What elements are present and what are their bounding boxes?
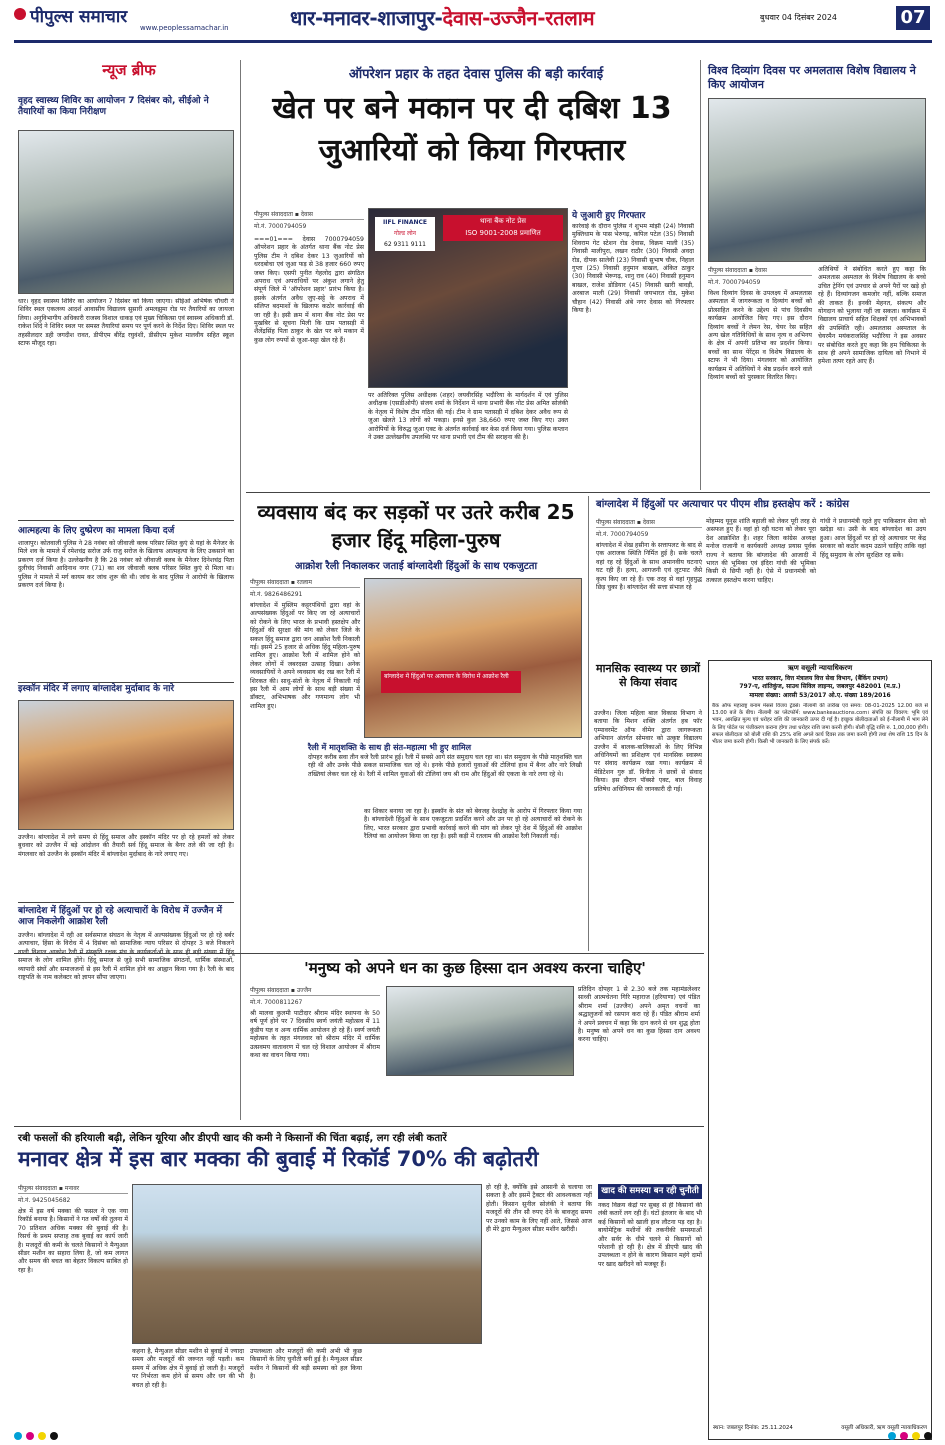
masthead [0,0,945,44]
brief-1-body: धार। वृहद स्वास्थ्य शिविर का आयोजन 7 दिसंबर को किया जाएगा। सीईओ अभिषेक चौधरी ने शिविर स्थल एकलव्य आदर्श आवासीय विद्यालय सुसारी अमलझुमा रोड पर तैयारियों का जायजा लिया। अनुविभागीय अधिकारी राजस्व विशाल धाकड़ एवं मुख्य चिकित्सा एवं स्वास्थ्य अधिकारी डॉ. राकेश शिंदे ने शिविर स्थल पर समस्त तैयारियां समय पर पूर्ण करने के निर्देश दिए। शिविर स्थल पर तहसीलदार डही जगदीश रावत, डीपीएम बीरेंद्र रघुवंशी, डीसीएम मुकेश मालवीय सहित स्कूल स्टाफ मौजूद रहा। [18,298,234,348]
brief-3-body: उज्जैन। बांग्लादेश में लगे समय से हिंदू समाज और इस्कॉन मंदिर पर हो रहे हमलों को लेकर बुधवार को उज्जैन में बड़े आंदोलन की तैयारी सर्व हिंदू समाज के बैनर तले की जा रही है। मंगलवार को उज्जैन के इस्कॉन मंदिर में बांग्लादेश मुर्दाबाद के नारे लगाए गए। [18,834,234,858]
main-headline: खेत पर बने मकान पर दी दबिश 13 जुआरियों को किया गिरफ्तार [272,91,672,168]
congress-body-2: मोहम्मद यूनुस शांति बहाली को लेकर पूरी तरह से असफल हुए हैं। वहां हो रही घटना को लेकर पूरा देश आक्रोशित है। शहर जिला कांग्रेस अध्यक्ष मनोज राजानी व कार्यकारी अध्यक्ष प्रयास पूर्वक राज्य ने बताया कि बांग्लादेश की आजादी में भारत की भूमिका एवं इंदिरा गांधी की भूमिका किसी से छिपी नहीं है। ऐसे में प्रधानमंत्री को तत्काल हस्तक्षेप करना चाहिए। [706,518,816,584]
edition-title: धार-मनावर-शाजापुर-देवास-उज्जैन-रतलाम [290,6,595,30]
divyang-body: विश्व दिव्यांग दिवस के उपलक्ष्य में अमलतास अस्पताल में जागरूकता व दिव्यांग बच्चों को प्रोत्साहित करने के उद्देश्य से पांच दिवसीय कार्यक्रम आयोजित किए गए। इस दौरान दिव्यांग बच्चों ने लेमन रेस, चेयर रेस सहित अन्य खेल गतिविधियों के साथ नृत्य व अभिनय के क्षेत्र में अपनी प्रतिभा का प्रदर्शन किया। बच्चों का साथ पेरेंट्स व विशेष विद्यालय के स्टाफ ने भी दिया। मंगलवार को आयोजित कार्यक्रम में अतिथियों ने श्रेष्ठ प्रदर्शन करने वाले दिव्यांग बच्चों को पुरस्कार वितरित किए। [708,290,812,382]
register-magenta [26,1432,34,1440]
main-body: ===01=== देवास 7000794059 ऑपरेशन प्रहार के अंतर्गत थाना बैंक नोट प्रेस पुलिस टीम ने दबिश देकर 13 जुआरियों को धरदबोचा एवं जुआ फड़ से 38 हजार 660 रुपए जब्त किए। एसपी पुनीत गेहलोद द्वारा संगठित अपराध एवं अपराधियों पर अंकुश लगाने हेतु संपूर्ण जिले में 'ऑपरेशन प्रहार' प्रारंभ किया है। इसके अंतर्गत अवैध जुए-सट्टे के अपराध में संलिप्त बदमाशों के खिलाफ कठोर कार्रवाई की जा रही है। इसी क्रम में थाना बैंक नोट प्रेस पर मुखबिर से सूचना मिली कि ग्राम पतासड़ी में शैलेंद्रसिंह पिता ठाकुर के खेत पर बने मकान में कुछ लोग रुपयों से जुआ-सट्टा खेल रहे हैं। [254,236,364,344]
notice-address: 797-ए, शांतिकुंज, साउथ सिविल लाइन्स, जबलपुर 482001 (म.प्र.) [739,683,901,690]
maize-headline: मनावर क्षेत्र में इस बार मक्का की बुवाई में रिकॉर्ड 70% की बढ़ोतरी [18,1147,539,1171]
register-black [50,1432,58,1440]
divyang-phone: मो.नं. 7000794059 [708,279,761,286]
donation-body-2: प्रतिदिन दोपहर 1 से 2.30 बजे तक महामंडलेश्वर साध्वी आत्मचेतना गिरि महाराज (हरियाणा) एवं पंडित श्रीराम शर्मा (उज्जैन) अपने अमृत वचनों का श्रद्धालुजनों को रसपान करा रहे हैं। पंडित श्रीराम शर्मा ने अपने प्रवचन में कहा कि दान करने से धन शुद्ध होता है। मनुष्य को अपने धन का कुछ हिस्सा दान अवश्य करना चाहिए। [578,986,700,1044]
issue-date: बुधवार 04 दिसंबर 2024 [760,13,838,22]
mental-body: उज्जैन। जिला महिला बाल विकास विभाग ने बताया कि मिशन शक्ति अंतर्गत हब फॉर एम्पावरमेंट ऑफ वीमेन द्वारा जागरूकता अभियान अंतर्गत सोमवार को उत्कृष्ट विद्यालय उज्जैन में बालक-बालिकाओं के लिए विभिन्न अधिनियमों का प्रशिक्षण एवं मानसिक स्वास्थ्य पर संवाद कार्यक्रम रखा गया। कार्यक्रम में मेडिटेशन गुरु डॉ. विनीता ने छात्रों से संवाद किया। इस दौरान पॉक्सो एक्ट, बाल विवाह प्रतिषेध अधिनियम की जानकारी दी गई। [594,710,702,793]
divyang-photo [708,98,926,262]
donation-body: श्री मालवा कुलमी पाटीदार श्रीराम मंदिर स्थापना के 50 वर्ष पूर्ण होने पर 7 दिवसीय स्वर्ण जयंती महोत्सव में 11 कुंडीय यज्ञ व अन्य धार्मिक आयोजन हो रहे हैं। स्वर्ण जयंती महोत्सव के तहत मंगलवार को श्रीराम मंदिर में धार्मिक उत्सवमय वातावरण में चल रहे विशाल आयोजन में श्रीराम कथा का वाचन किया गया। [250,1010,380,1060]
main-byline: पीपुल्स संवाददाता ▪ देवास [254,210,364,220]
maize-phone: मो.नं. 9425045682 [18,1197,71,1204]
congress-phone: मो.नं. 7000794059 [596,531,649,538]
divyang-story [704,60,930,490]
divyang-headline: विश्व दिव्यांग दिवस पर अमलतास विशेष विद्यालय ने किए आयोजन [708,64,916,91]
rally-story [246,496,586,951]
maize-body-2: कहना है, मैन्युअल सीडर मशीन से बुवाई में ज्यादा समय और मजदूरों की जरूरत नहीं पड़ती। कम समय में अधिक क्षेत्र में बुवाई हो जाती है। मजदूरों पर निर्भरता कम होने से समय और धन की भी बचत हो रही है। [132,1348,244,1389]
rally-byline: पीपुल्स संवाददाता ▪ रतलाम [250,578,360,588]
rally-phone: मो.नं. 9826486291 [250,591,303,598]
congress-headline: बांग्लादेश में हिंदुओं पर अत्याचार पर पीएम शीघ्र हस्तक्षेप करें : कांग्रेस [596,499,850,510]
register-cyan-right [888,1432,896,1440]
fertilizer-box [598,1184,702,1424]
notice-place: स्थान: जबलपुर दिनांक: 25.11.2024 [713,1425,793,1431]
notice-body: बैंक ऑफ महाराष्ट्र बनाम मेसर्स विजय ट्रेडर्स। नीलामी की तारीख एवं समय: 08-01-2025 12.00 बजे से 13.00 बजे के बीच। नीलामी का प्लेटफॉर्म: www.bankeauctions.com। संपत्ति का विवरण: भूमि एवं भवन, आरक्षित मूल्य एवं धरोहर राशि की जानकारी ऊपर दी गई है। इच्छुक बोलीदाताओं को ई-नीलामी में भाग लेने के लिए पोर्टल पर पंजीकरण कराना होगा तथा धरोहर राशि जमा करनी होगी। बोली वृद्धि राशि रु. 1,00,000 होगी। सफल बोलीदाता को बोली राशि की 25% राशि अगले कार्य दिवस तक जमा करनी होगी तथा शेष राशि 15 दिन के भीतर जमा करनी होगी। किसी भी जानकारी के लिए संपर्क करें। [712,703,928,746]
main-body-2: पर अतिरिक्त पुलिस अधीक्षक (शहर) जयवीरसिंह भदौरिया के मार्गदर्शन में एवं पुलिस अधीक्षक (एसडीओपी) संजय शर्मा के निर्देशन में थाना प्रभारी बैंक नोट प्रेस अमित सोलंकी के नेतृत्व में विशेष टीम गठित की गई। टीम ने ग्राम पतासड़ी में दबिश देकर अवैध रूप से जुआ खेलते 13 लोगों को पकड़ा। इनसे कुल 38,660 रुपए जब्त किए गए। उक्त आरोपियों के विरुद्ध जुआ एक्ट के अंतर्गत कार्रवाई कर केस दर्ज किया गया। पुलिस कप्तान ने उक्त उल्लेखनीय उपलब्धि पर थाना प्रभारी एवं टीम की सराहना की है। [368,392,568,442]
brief-2-body: शाजापुर। कोतवाली पुलिस ने 28 नवंबर को जीवाजी क्लब परिसर स्थित कुएं से यहां के मैनेजर के मिले शव के मामले में रमेशचंद्र सरोज उर्फ राजु सरोज के खिलाफ आत्महत्या के लिए उकसाने का प्रकरण दर्ज किया है। उल्लेखनीय है कि 28 नवंबर को जीवाजी क्लब के मैनेजर दिनेशचंद्र पिता दुलीचंद निवासी आदिनाथ नगर (71) का शव जीवाजी क्लब परिसर स्थित कुएं से मिला था। पुलिस ने मामले में मर्ग कायम कर जांच शुरू की थी। जांच के बाद पुलिस ने आरोपी के खिलाफ प्रकरण दर्ज किया है। [18,540,234,590]
arrest-list: कार्रवाई के दौरान पुलिस ने शुभम मांझी (24) निवासी मुक्तिधाम के पास भेरुगढ़, कपिल पटेल (35) निवासी शिवराम गेट स्टेशन रोड देवास, विक्रम माली (35) निवासी मालीपुरा, लखन राठौर (30) निवासी अवदा रोड, दीपक सालेवी (23) निवासी सुभाष चौक, निहाल गुप्ता (25) निवासी हनुमान बाखल, अंकित ठाकुर (30) निवासी भेरूगढ़, शानु राव (40) निवासी हनुमान बाखल, राजेश डोडियार (45) निवासी खारी बावड़ी, अरबाज माली (29) निवासी जयभारत रोड, मुकेश चौहान (42) निवासी अंबे नगर देवास को गिरफ्तार किया है। [572,223,694,315]
donation-story [246,956,704,1124]
iskcon-protest-photo [18,700,234,830]
logo: पीपुल्स समाचार [14,4,214,26]
brief-2-title: आत्महत्या के लिए दुष्प्रेरण का मामला किया दर्ज [18,526,175,536]
congress-byline: पीपुल्स संवाददाता ▪ देवास [596,518,702,528]
donation-headline: 'मनुष्य को अपने धन का कुछ हिस्सा दान अवश्य करना चाहिए' [304,959,646,977]
masthead-rule [14,40,932,43]
brief-1-title: वृहद स्वास्थ्य शिविर का आयोजन 7 दिसंबर को, सीईओ ने तैयारियों का किया निरीक्षण [18,96,209,117]
main-story [246,60,696,490]
police-station-photo [368,208,568,388]
donation-byline: पीपुल्स संवाददाता ▪ उज्जैन [250,986,380,996]
rally-photo [364,578,582,738]
maize-body-3: उपलब्धता और मजदूरों की कमी अभी भी कुछ किसानों के लिए चुनौती बनी हुई है। मैन्युअल सीडर मशीन ने किसानों की बड़ी समस्या को हल किया है। [250,1348,362,1381]
donation-photo [386,986,574,1076]
mental-headline: मानसिक स्वास्थ्य पर छात्रों से किया संवाद [596,662,700,689]
color-register-bar [14,1432,932,1440]
brief-4-title: बांग्लादेश में हिंदुओं पर हो रहे अत्याचारों के विरोध में उज्जैन में आज निकलेगी आक्रोश रैली [18,906,223,927]
page-number: 07 [896,6,930,30]
main-phone: मो.नं. 7000794059 [254,223,307,230]
news-brief-column [14,60,238,1120]
register-black-right [924,1432,932,1440]
site-url[interactable]: www.peoplessamachar.in [140,24,229,32]
finance-sign: IIFL FINANCE गोल्ड लोन 62 9311 9111 [375,217,435,251]
main-kicker: ऑपरेशन प्रहार के तहत देवास पुलिस की बड़ी कार्रवाई [348,67,604,82]
notice-title: ऋण वसूली न्यायाधिकरण [787,664,853,672]
maize-field-photo [132,1184,482,1344]
maize-kicker: रबी फसलों की हरियाली बढ़ी, लेकिन यूरिया और डीएपी खाद की कमी ने किसानों की चिंता बढ़ाई, लग रही लंबी कतारें [18,1133,447,1144]
maize-story [14,1128,704,1428]
notice-sign: वसूली अधिकारी, ऋण वसूली न्यायाधिकरण [841,1425,927,1431]
rally-body: बांग्लादेश में मुस्लिम कट्टरपंथियों द्वारा वहां के अल्पसंख्यक हिंदुओं पर किए जा रहे अत्याचारों को रोकने के लिए भारत के प्रभावी हस्तक्षेप और हिंदुओं की सुरक्षा की मांग को लेकर जिले के सकल हिंदू समाज द्वारा जन आक्रोश रैली निकाली गई। इसमें 25 हजार से अधिक हिंदू महिला-पुरुष शामिल हुए। आक्रोश रैली में शामिल होने को लेकर लोगों में जबरदस्त उत्साह दिखा। अनेक व्यवसायियों ने अपने व्यवसाय बंद रख कर रैली में शिरकत की। साधु-संतों के नेतृत्व में निकाली गई इस रैली में आम लोगों के साथ बड़ी संख्या में डॉक्टर, अभिभाषक और गणमान्य लोग भी शामिल हुए। [250,602,360,710]
register-yellow-right [912,1432,920,1440]
fertilizer-box-title: खाद की समस्या बन रही चुनौती [598,1184,702,1199]
rally-banner: बांग्लादेश में हिंदुओं पर अत्याचार के विरोध में आक्रोश रैली [381,671,521,693]
mental-health-story [592,660,704,950]
rally-caption: रैली में मातृशक्ति के साथ ही संत-महात्मा भी हुए शामिल [308,743,472,752]
maize-body: क्षेत्र में इस वर्ष मक्का की फसल ने एक नया रिकॉर्ड बनाया है। किसानों ने गत वर्षों की तुलना में 70 प्रतिशत अधिक मक्का की बुवाई की है। रिसर्च के प्रथम सप्ताह तक बुवाई का कार्य जारी है। मजदूरों की कमी के चलते किसानों ने मैन्युअल सीडर मशीन का सहारा लिया है, जो कम लागत और समय की बचत का बेहतर विकल्प साबित हो रहा है। [18,1208,128,1274]
legal-notice [708,660,932,1440]
congress-story [592,496,932,656]
register-cyan [14,1432,22,1440]
logo-mark-icon [14,8,26,20]
fertilizer-box-body: नकद विक्रय केंद्रों पर सुबह से ही किसानों की लंबी कतारें लग रही हैं। घंटों इंतजार के बाद भी कई किसानों को खाली हाथ लौटना पड़ रहा है। बायोमेट्रिक मशीनों की तकनीकी समस्याओं और सर्वर के धीमे चलने से किसानों को परेशानी हो रही है। क्षेत्र में डीएपी खाद की उपलब्धता न होने के कारण किसान महंगे दामों पर खाद खरीदने को मजबूर हैं। [598,1202,702,1268]
maize-byline: पीपुल्स संवाददाता ▪ मनावर [18,1184,128,1194]
brief-4-body: उज्जैन। बांग्लादेश में रही आ सर्वसमाज संघठन के नेतृत्व में अल्पसंख्यक हिंदुओं पर हो रहे बर्बर अत्याचार, हिंसा के विरोध में 4 दिसंबर को सामाजिक न्याय परिसर से दोपहर 3 बजे निकलने समाज के लोग शामिल होंगे। हिंदू समाज से जुड़े सभी सामाजिक संगठनों, धार्मिक संस्थाओं, व्यापारी संघों और समाजजनों से इस रैली में शामिल होने का आह्वान किया गया है। रैली के बाद राष्ट्रपति के नाम कलेक्टर को ज्ञापन सौंपा जाएगा। [18,932,234,982]
health-camp-photo [18,130,234,294]
congress-body: बांग्लादेश में शेख हसीना के सत्तापलट के बाद से एक अराजक स्थिति निर्मित हुई है। सके चलते वहां रह रहे हिंदुओं के साथ अमानवीय घटनाएं घट रही हैं। हत्या, आगजनी एवं लूटपाट जैसे कृत्य किए जा रहे हैं। एक तरह से वहां गृहयुद्ध छिड़ चुका है। बांग्लादेश की सत्ता संभाल रहे [596,542,702,592]
news-brief-label: न्यूज ब्रीफ [102,61,156,79]
register-yellow [38,1432,46,1440]
rally-caption-body: दोपहर करीब सवा तीन बजे रैली प्रारंभ हुई। रैली में सबसे आगे संत समुदाय चल रहा था। संत समुदाय के पीछे मातृशक्ति चल रही थी और उनके पीछे सकल सामाजिक चल रहे थे। इनके पीछे हजारों युवाओं की टोलियां हाथ में बैनर और नारे लिखी तख्तियां लेकर चल रहे थे। रैली में शामिल युवाओं की टोलियां जय श्री राम और हिंदुओं की एकता के नारे लगा रहे थे। [308,754,582,778]
arrest-title: ये जुआरी हुए गिरफ्तार [572,211,646,221]
donation-phone: मो.नं. 7000811267 [250,999,303,1006]
divyang-body-2: अतिथियों ने संबोधित करते हुए कहा कि अमलतास अस्पताल के विशेष विद्यालय के बच्चे उचित ट्रेनिंग एवं उपचार से अपने पैरों पर खड़े हो रहे हैं। दिव्यांगजन कमजोर नहीं, बल्कि समाज की ताकत हैं। इनकी मेहनत, संकल्प और योगदान को भुलाया नहीं जा सकता। कार्यक्रम में विद्यालय प्राचार्य सहित शिक्षकों एवं अभिभावकों की उपस्थिति रही। अमलतास अस्पताल के चेयरमैन मयंकराजसिंह भदौरिया ने इस अवसर पर संबोधित करते हुए कहा कि हम चिकित्सा के साथ ही अपने सामाजिक दायित्व को निभाने में हमेशा तत्पर रहते आए हैं। [818,266,926,366]
notice-subtitle: भारत सरकार, वित्त मंत्रालय वित्त सेवा विभाग, (बैंकिंग प्रभाग) [751,675,889,682]
rally-headline: व्यवसाय बंद कर सड़कों पर उतरे करीब 25 हजार हिंदू महिला-पुरुष [257,500,575,552]
arrest-box [572,208,694,488]
congress-body-3: गांधी ने प्रधानमंत्री रहते हुए पाकिस्तान सेना को खदेड़ा था। उसी के बाद बांग्लादेश का उदय हुआ। आज हिंदुओं पर हो रहे अत्याचार पर केंद्र सरकार को कठोर कदम उठाने चाहिए ताकि वहां हिंदू समुदाय के लोग सुरक्षित रह सकें। [820,518,926,559]
brief-3-title: इस्कॉन मंदिर में लगाए बांग्लादेश मुर्दाबाद के नारे [18,684,175,694]
station-sign: थाना बैंक नोट प्रेस ISO 9001-2008 प्रमाणित [443,215,563,241]
register-magenta-right [900,1432,908,1440]
notice-case: मामला संख्या: आरसी 53/2017 ओ.ए. संख्या 189/2016 [749,692,891,699]
divyang-byline: पीपुल्स संवाददाता ▪ देवास [708,266,812,276]
rally-subhead: आक्रोश रैली निकालकर जताई बांग्लादेशी हिंदुओं के साथ एकजुटता [294,561,538,572]
rally-body-2: का शिकार बनाया जा रहा है। इस्कॉन के संत को बेवजह देशद्रोह के आरोप में गिरफ्तार किया गया है। बांग्लादेशी हिंदुओं के साथ एकजुटता प्रदर्शित करने और उन पर हो रहे अत्याचारों को रोकने के लिए, भारत सरकार द्वारा प्रभावी कार्रवाई करने की मांग को लेकर पूरे देश में हिंदुओं की आक्रोश रैलियां का आयोजन किया जा रहा है। इसी कड़ी में रतलाम की आक्रोश रैली निकाली गई। [364,808,582,841]
maize-body-4: हो रही है, क्योंकि इसे आसानी से चलाया जा सकता है और इसमें ट्रैक्टर की आवश्यकता नहीं होती। किसान सुनील सोलंकी ने बताया कि मजदूरों की तीन सौ रुपए देने के बावजूद समय पर उनको काम के लिए नहीं आते, जिससे आज ही मेरे द्वारा मैन्युअल सीडर मशीन खरीदी। [486,1184,592,1234]
